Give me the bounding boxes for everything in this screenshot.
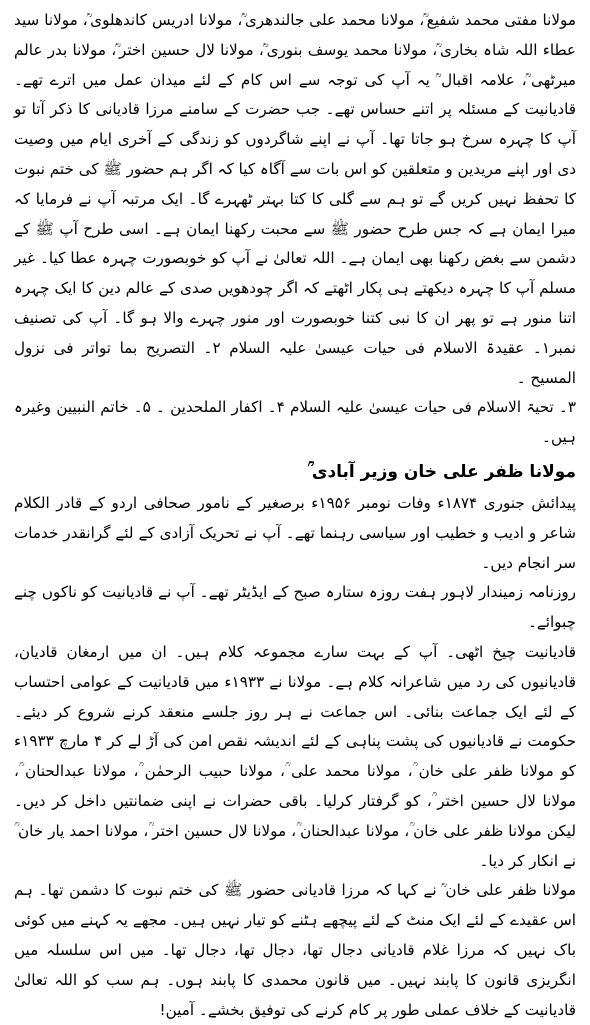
paragraph: پیدائش جنوری ۱۸۷۴ء وفات نومبر ۱۹۵۶ء برصغیر کے نامور صحافی اردو کے قادر الکلام شاعر و ادیب و خطیب اور سیاسی رہنما تھے۔ آپ نے تحریک آزادی کے لئے گرانقدر خدمات سر انجام دیں۔ xyxy=(14,493,576,572)
section-heading: مولانا ظفر علی خان وزیر آبادی ؒ xyxy=(307,461,576,482)
paragraph: مولانا ظفر علی خان ؒ نے کہا کہ مرزا قادیانی حضور ﷺ کی ختم نبوت کا دشمن تھا۔ ہم اس عقیدے کے لئے ایک منٹ کے لئے پیچھے ہٹنے کو تیار نہیں ہیں۔ مجھے یہ کہنے میں کوئی باک نہیں کہ مرزا غلام قادیانی دجال تھا، دجال تھا، دجال تھا۔ میں اس سلسلہ میں انگریزی قانون کا پابند نہیں۔ میں قانون محمدی کا پابند ہوں۔ ہم سب کو اللہ تعالیٰ قادیانیت کے خلاف عملی طور پر کام کرنے کی توفیق بخشے۔ آمین! xyxy=(14,881,576,1019)
paragraph: قادیانیت چیخ اٹھی۔ آپ کے بہت سارے مجموعہ کلام ہیں۔ ان میں ارمغان قادیان، قادیانیوں کی رد میں شاعرانہ کلام ہے۔ مولانا نے ۱۹۳۳ء میں قادیانیت کے عوامی احتساب کے لئے ایک جماعت بنائی۔ اس جماعت نے ہر روز جلسے منعقد کرنے شروع کر دیئے۔ حکومت نے قادیانیوں کی پشت پناہی کے لئے اندیشہ نقص امن کی آڑ لے کر ۴ مارچ ۱۹۳۳ء کو مولانا ظفر علی خان ؒ، مولانا محمد علی ؒ، مولانا حبیب الرحمٰن ؒ، مولانا عبدالحنان ؒ، مولانا لال حسین اختر ؒ، کو گرفتار کرلیا۔ باقی حضرات نے اپنی ضمانتیں داخل کر دیں۔ لیکن مولانا ظفر علی خان ؒ، مولانا عبدالحنان ؒ، مولانا لال حسین اختر ؒ، مولانا احمد یار خان ؒ نے انکار کر دیا۔ xyxy=(14,642,576,870)
paragraph: روزنامہ زمیندار لاہور ہفت روزہ ستارہ صبح کے ایڈیٹر تھے۔ آپ نے قادیانیت کو ناکوں چنے چبوائے۔ xyxy=(14,583,576,632)
paragraph: مولانا مفتی محمد شفیع ؒ، مولانا محمد علی جالندھری ؒ، مولانا ادریس کاندھلوی ؒ، مولانا سید عطاء اللہ شاہ بخاری ؒ، مولانا محمد یوسف بنوری ؒ، مولانا لال حسین اختر ؒ، مولانا بدر عالم میرٹھی ؒ، علامہ اقبال ؒ یہ آپ کی توجہ سے اس کام کے لئے میدان عمل میں اترے تھے۔ قادیانیت کے مسئلہ پر اتنے حساس تھے۔ جب حضرت کے سامنے مرزا قادیانی کا ذکر آتا تو آپ کا چہرہ سرخ ہو جاتا تھا۔ آپ نے اپنے شاگردوں کو زندگی کے آخری ایام میں وصیت دی اور اپنے مریدین و متعلقین کو اس بات سے آگاہ کیا کہ اگر ہم حضور ﷺ کی ختم نبوت کا تحفظ نہیں کریں گے تو ہم سے گلی کا کتا بہتر ٹھہرے گا۔ ایک مرتبہ آپ نے فرمایا کہ میرا ایمان ہے کہ جس طرح حضور ﷺ سے محبت رکھنا ایمان ہے۔ اسی طرح آپ ﷺ کے دشمن سے بغض رکھنا بھی ایمان ہے۔ اللہ تعالیٰ نے آپ کو خوبصورت چہرہ عطا کیا۔ غیر مسلم آپ کا چہرہ دیکھتے ہی پکار اٹھتے کہ اگر چودھویں صدی کے عالم دین کا ایک چہرہ اتنا منور ہے تو پھر ان کا نبی کتنا خوبصورت اور منور چہرے والا ہو گا۔ آپ کی تصنیف نمبر۱۔ عقیدۃ الاسلام فی حیات عیسیٰ علیہ السلام ۲۔ التصریح بما تواتر فی نزول المسیح ۔ xyxy=(14,11,576,387)
paragraph: ۳۔ تحیۃ الاسلام فی حیات عیسیٰ علیہ السلام ۴۔ اکفار الملحدین ۔ ۵۔ خاتم النبیین وغیرہ ہیں۔ xyxy=(14,398,576,447)
